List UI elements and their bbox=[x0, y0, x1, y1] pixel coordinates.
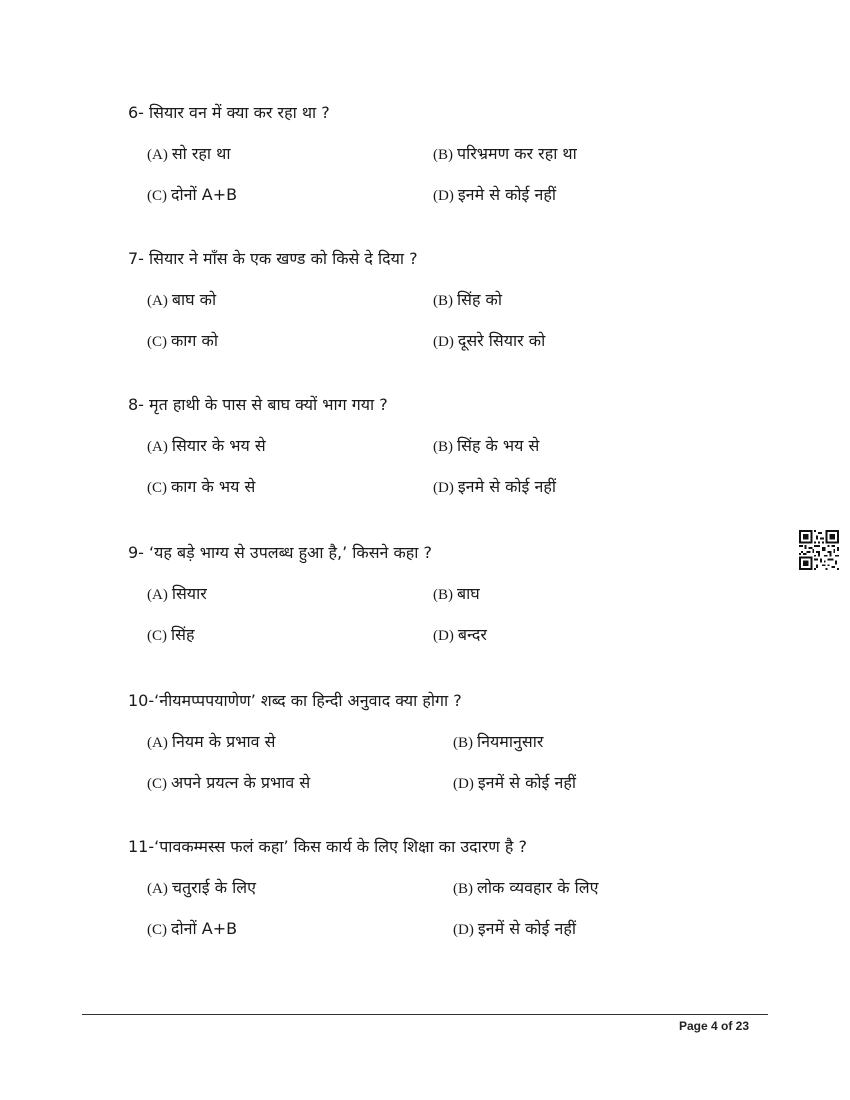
option-label: (C) bbox=[147, 334, 167, 350]
option-label: (C) bbox=[147, 188, 167, 204]
option-text: इनमें से कोई नहीं bbox=[477, 919, 577, 938]
question-9 bbox=[0, 542, 850, 672]
question-7 bbox=[0, 248, 850, 378]
option-text: नियमानुसार bbox=[477, 732, 544, 751]
option-label: (C) bbox=[147, 480, 167, 496]
option-text: इनमे से कोई नहीं bbox=[457, 477, 557, 496]
option-b bbox=[433, 289, 502, 312]
option-c bbox=[147, 184, 237, 207]
option-b bbox=[453, 731, 543, 754]
option-label: (B) bbox=[433, 147, 453, 163]
option-text: दोनों A+B bbox=[171, 185, 238, 204]
option-label: (A) bbox=[147, 147, 168, 163]
option-a bbox=[147, 435, 266, 458]
question-text: 10-‘नीयमप्पपयाणेण’ शब्द का हिन्दी अनुवाद क्या होगा ? bbox=[128, 691, 462, 710]
option-label: (D) bbox=[453, 922, 474, 938]
option-label: (C) bbox=[147, 922, 167, 938]
option-c bbox=[147, 624, 194, 647]
question-text: 8- मृत हाथी के पास से बाघ क्यों भाग गया ? bbox=[128, 395, 388, 414]
option-label: (D) bbox=[433, 334, 454, 350]
question-6 bbox=[0, 102, 850, 232]
option-text: काग को bbox=[171, 331, 218, 350]
option-text: सिंह के भय से bbox=[457, 436, 540, 455]
question-text: 9- ‘यह बड़े भाग्य से उपलब्ध हुआ है,’ किसने कहा ? bbox=[128, 543, 432, 562]
option-text: इनमे से कोई नहीं bbox=[457, 185, 557, 204]
option-d bbox=[433, 330, 545, 353]
option-label: (B) bbox=[433, 439, 453, 455]
question-text: 7- सियार ने माँस के एक खण्ड को किसे दे दिया ? bbox=[128, 249, 418, 268]
question-10 bbox=[0, 690, 850, 820]
question-11 bbox=[0, 836, 850, 966]
option-text: परिभ्रमण कर रहा था bbox=[457, 144, 577, 163]
option-label: (C) bbox=[147, 628, 167, 644]
option-text: सिंह bbox=[171, 625, 195, 644]
question-8 bbox=[0, 394, 850, 524]
option-d bbox=[453, 918, 576, 941]
option-text: बाघ को bbox=[171, 290, 217, 309]
option-b bbox=[433, 435, 539, 458]
option-label: (A) bbox=[147, 293, 168, 309]
option-text: लोक व्यवहार के लिए bbox=[477, 878, 599, 897]
option-c bbox=[147, 918, 237, 941]
option-d bbox=[453, 772, 576, 795]
option-c bbox=[147, 476, 255, 499]
page-number: Page 4 of 23 bbox=[678, 1019, 749, 1033]
option-label: (A) bbox=[147, 735, 168, 751]
option-text: सो रहा था bbox=[171, 144, 231, 163]
option-label: (C) bbox=[147, 776, 167, 792]
option-text: नियम के प्रभाव से bbox=[171, 732, 276, 751]
option-text: इनमें से कोई नहीं bbox=[477, 773, 577, 792]
option-text: बन्दर bbox=[457, 625, 487, 644]
option-text: सिंह को bbox=[457, 290, 502, 309]
option-b bbox=[433, 143, 577, 166]
option-b bbox=[453, 877, 599, 900]
option-a bbox=[147, 731, 275, 754]
footer-divider bbox=[82, 1014, 768, 1015]
option-label: (D) bbox=[433, 188, 454, 204]
option-label: (B) bbox=[453, 735, 473, 751]
option-label: (B) bbox=[453, 881, 473, 897]
option-text: सियार के भय से bbox=[171, 436, 266, 455]
option-label: (A) bbox=[147, 587, 168, 603]
option-label: (D) bbox=[453, 776, 474, 792]
option-text: चतुराई के लिए bbox=[171, 878, 256, 897]
option-label: (B) bbox=[433, 293, 453, 309]
option-a bbox=[147, 583, 207, 606]
option-d bbox=[433, 624, 487, 647]
option-label: (B) bbox=[433, 587, 453, 603]
option-a bbox=[147, 877, 256, 900]
option-c bbox=[147, 772, 310, 795]
question-text: 11-‘पावकम्मस्स फलं कहा’ किस कार्य के लिए शिक्षा का उदारण है ? bbox=[128, 837, 527, 856]
option-d bbox=[433, 476, 556, 499]
option-text: सियार bbox=[171, 584, 207, 603]
option-label: (A) bbox=[147, 439, 168, 455]
option-label: (D) bbox=[433, 628, 454, 644]
option-text: दूसरे सियार को bbox=[457, 331, 546, 350]
option-c bbox=[147, 330, 218, 353]
option-text: दोनों A+B bbox=[171, 919, 238, 938]
option-a bbox=[147, 289, 216, 312]
option-text: बाघ bbox=[457, 584, 480, 603]
option-label: (A) bbox=[147, 881, 168, 897]
option-text: अपने प्रयत्न के प्रभाव से bbox=[171, 773, 311, 792]
qr-code-icon bbox=[799, 530, 839, 570]
question-text: 6- सियार वन में क्या कर रहा था ? bbox=[128, 103, 330, 122]
option-d bbox=[433, 184, 556, 207]
option-text: काग के भय से bbox=[171, 477, 256, 496]
option-label: (D) bbox=[433, 480, 454, 496]
option-a bbox=[147, 143, 231, 166]
option-b bbox=[433, 583, 480, 606]
